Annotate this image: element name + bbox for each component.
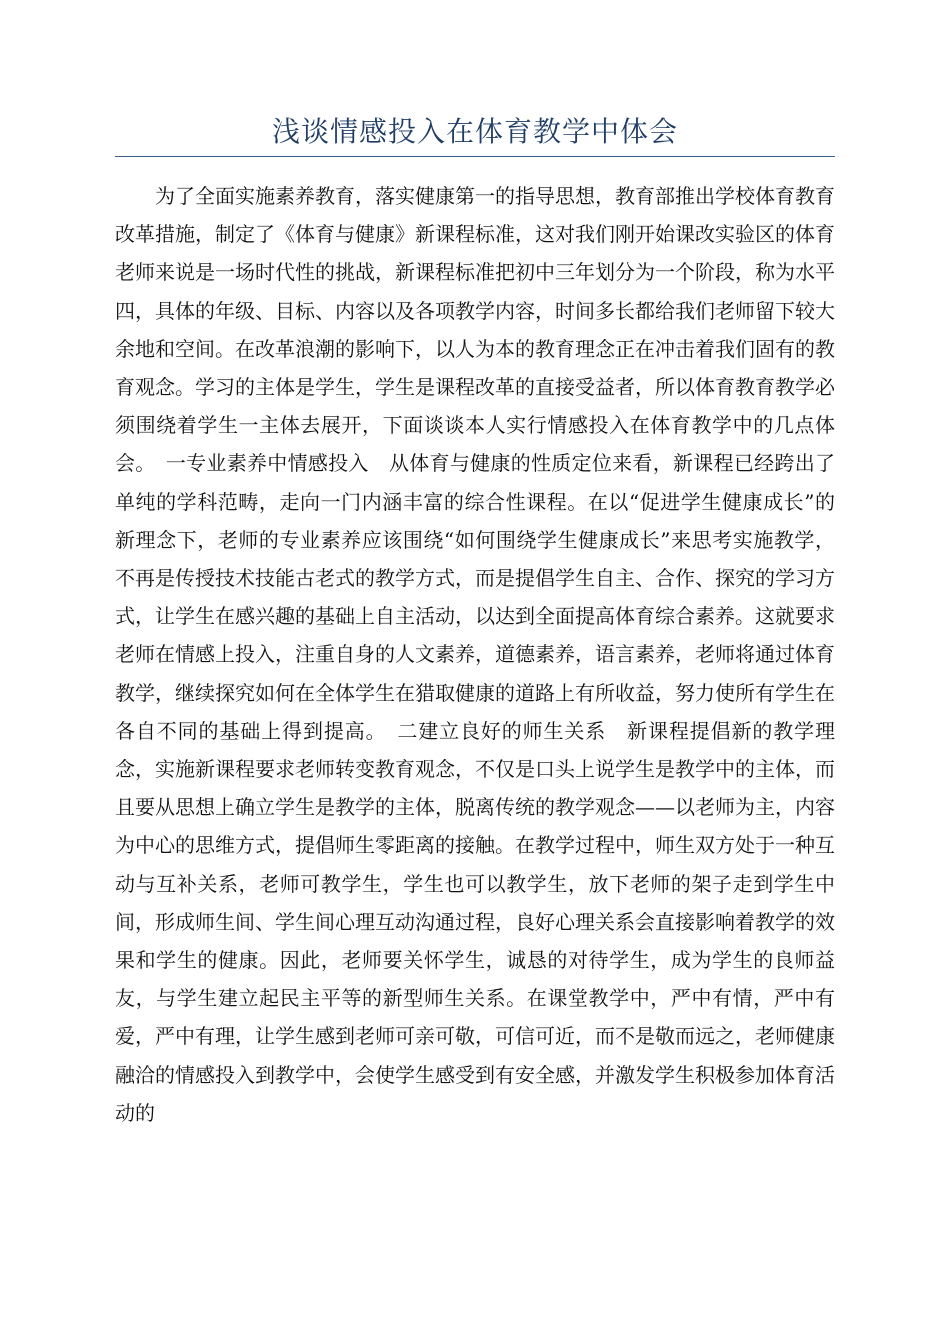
title-underline-block (115, 112, 835, 157)
document-title: 浅谈情感投入在体育教学中体会 (271, 115, 678, 148)
document-body-paragraph: 为了全面实施素养教育，落实健康第一的指导思想，教育部推出学校体育教育改革措施，制定了《体育与健康》新课程标准，这对我们刚开始课改实验区的体育老师来说是一场时代性的挑战，新课程标准把初中三年划分为一个阶段，称为水平四，具体的年级、目标、内容以及各项教学内容，时间多长都给我们老师留下较大余地和空间。在改革浪潮的影响下，以人为本的教育理念正在冲击着我们固有的教育观念。学习的主体是学生，学生是课程改革的直接受益者，所以体育教育教学必须围绕着学生一主体去展开，下面谈谈本人实行情感投入在体育教学中的几点体会。 一专业素养中情感投入 从体育与健康的性质定位来看，新课程已经跨出了单纯的学科范畴，走向一门内涵丰富的综合性课程。在以“促进学生健康成长”的新理念下，老师的专业素养应该围绕“如何围绕学生健康成长”来思考实施教学，不再是传授技术技能古老式的教学方式，而是提倡学生自主、合作、探究的学习方式，让学生在感兴趣的基础上自主活动，以达到全面提高体育综合素养。这就要求老师在情感上投入，注重自身的人文素养，道德素养，语言素养，老师将通过体育教学，继续探究如何在全体学生在猎取健康的道路上有所收益，努力使所有学生在各自不同的基础上得到提高。 二建立良好的师生关系 新课程提倡新的教学理念，实施新课程要求老师转变教育观念，不仅是口头上说学生是教学中的主体，而且要从思想上确立学生是教学的主体，脱离传统的教学观念——以老师为主，内容为中心的思维方式，提倡师生零距离的接触。在教学过程中，师生双方处于一种互动与互补关系，老师可教学生，学生也可以教学生，放下老师的架子走到学生中间，形成师生间、学生间心理互动沟通过程，良好心理关系会直接影响着教学的效果和学生的健康。因此，老师要关怀学生，诚恳的对待学生，成为学生的良师益友，与学生建立起民主平等的新型师生关系。在课堂教学中，严中有情，严中有爱，严中有理，让学生感到老师可亲可敬，可信可近，而不是敬而远之，老师健康融洽的情感投入到教学中，会使学生感受到有安全感，并激发学生积极参加体育活动的 (115, 184, 835, 1125)
